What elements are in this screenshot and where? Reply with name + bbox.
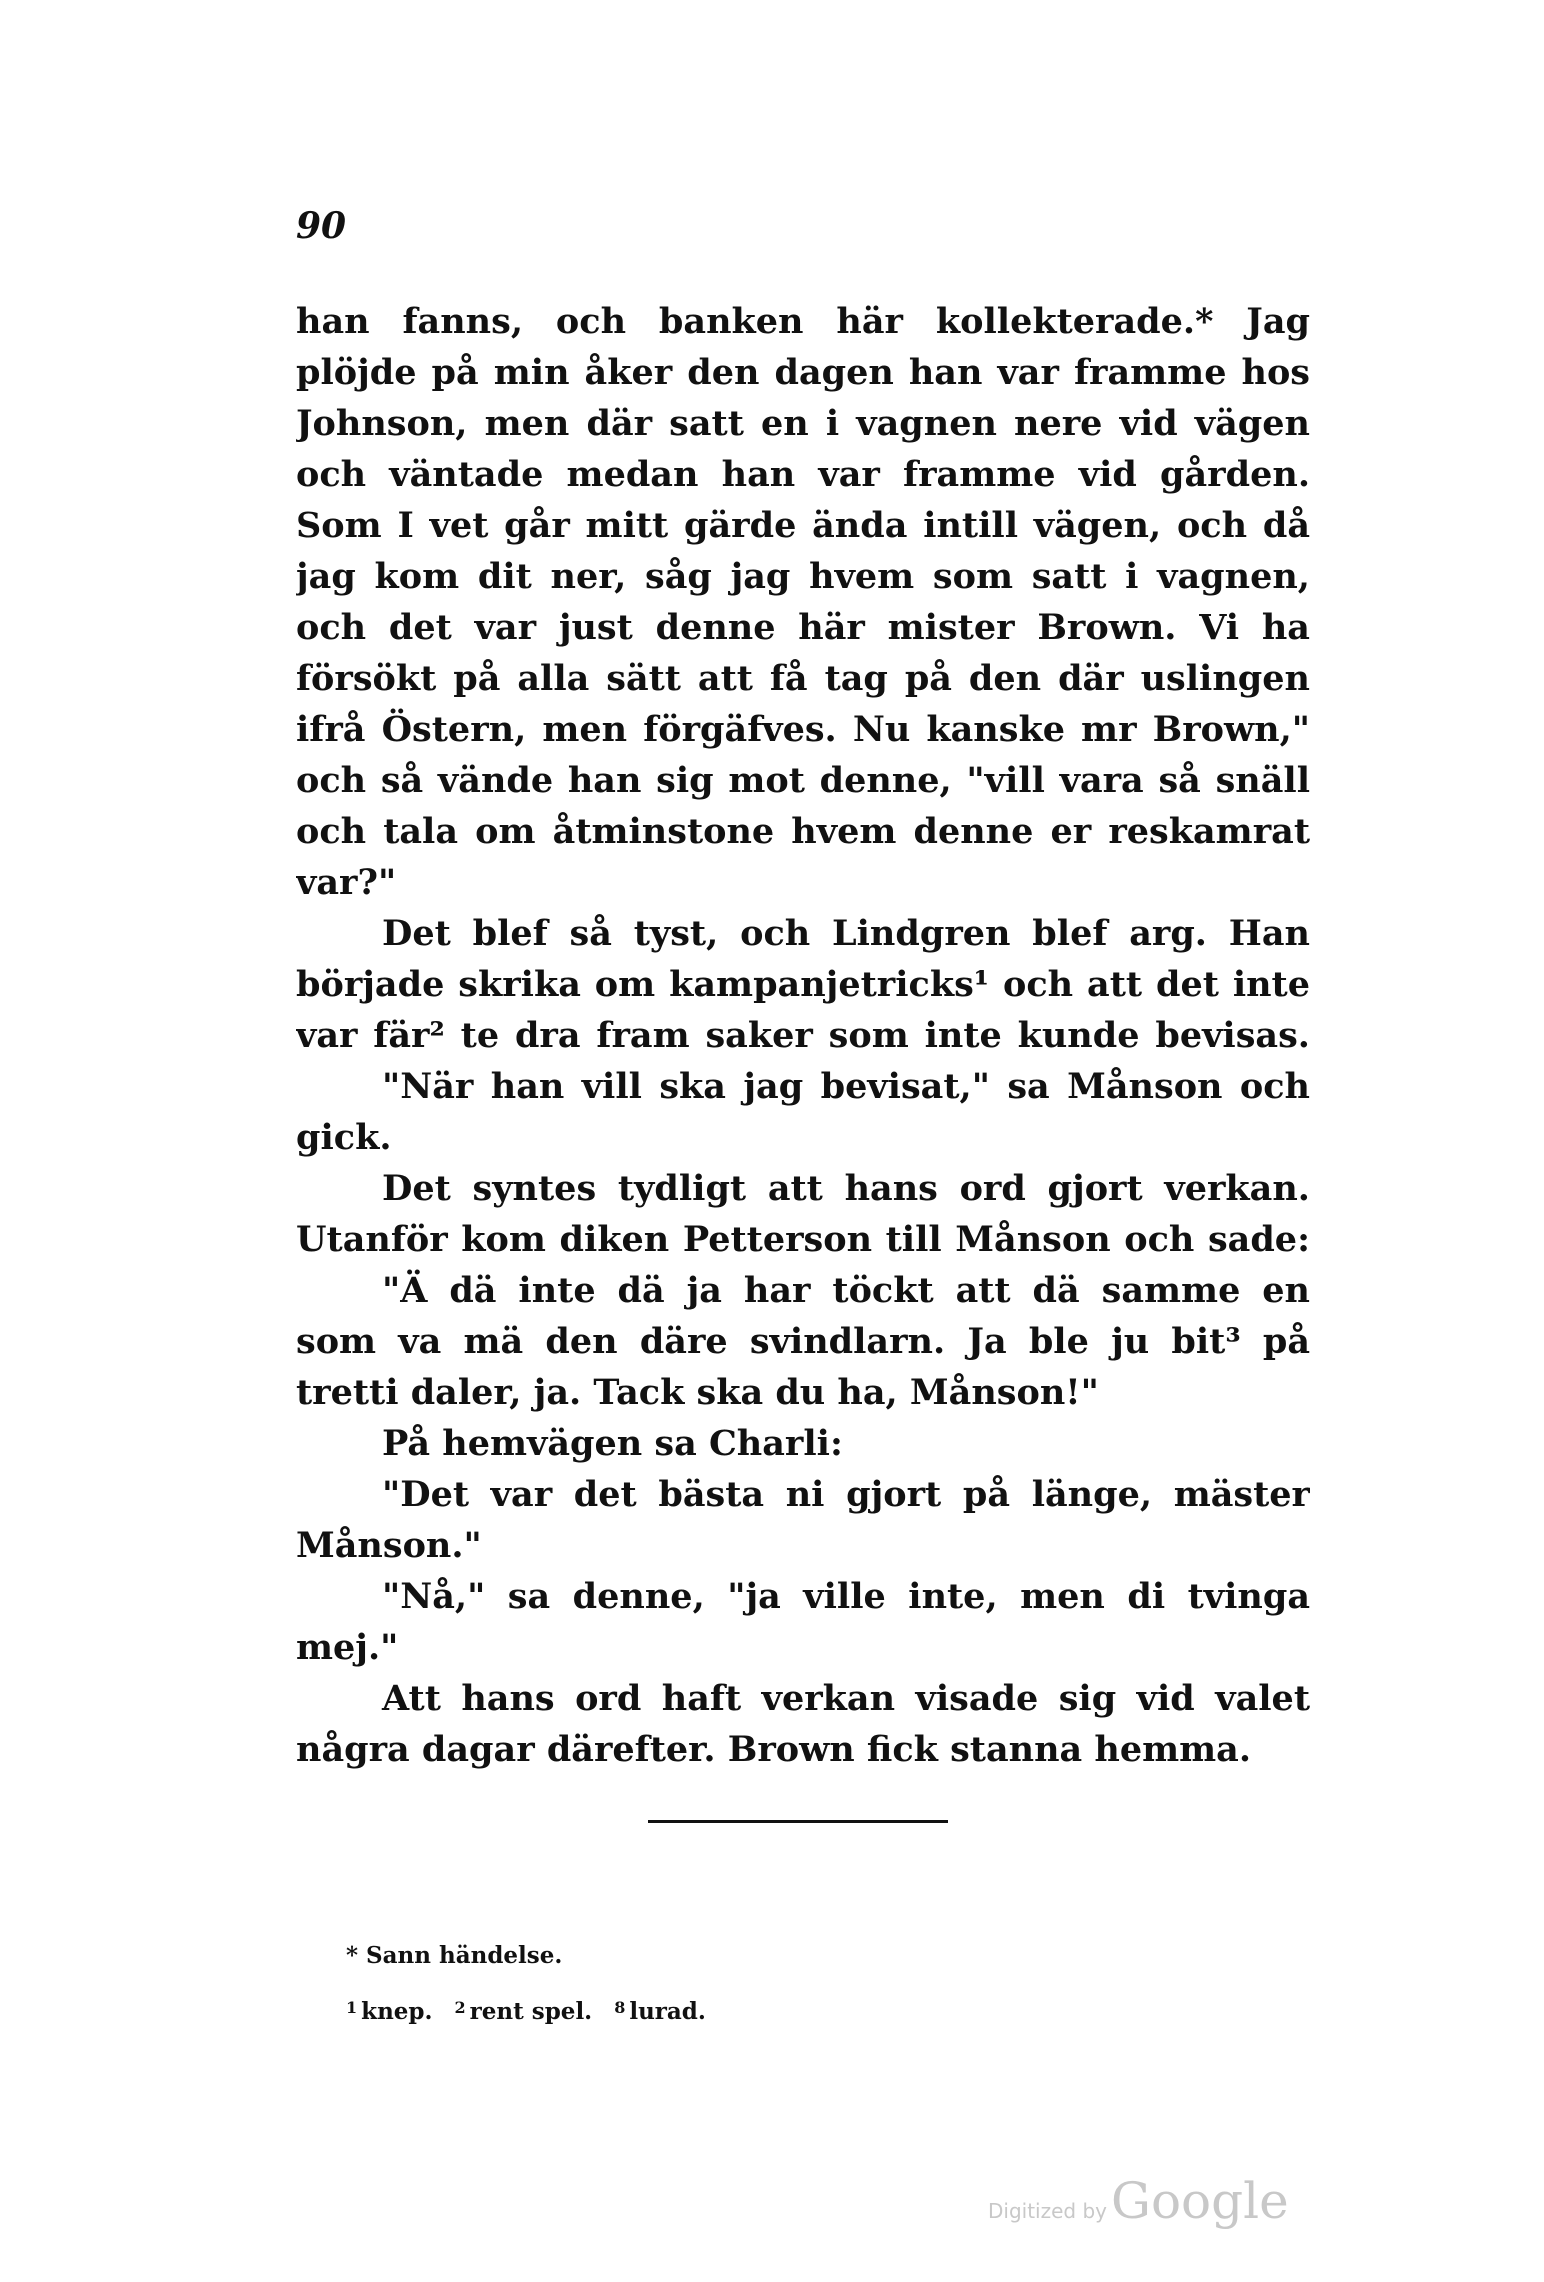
footnote-text: lurad. <box>629 1998 706 2025</box>
footnote-number: 8 <box>614 1998 626 2017</box>
text-line: "När han vill ska jag bevisat," sa Månson och <box>382 1066 1310 1107</box>
digitized-watermark <box>988 2172 1318 2242</box>
text-line: han fanns, och banken här kollekterade.* Jag <box>296 301 1310 342</box>
text-line: "Det var det bästa ni gjort på länge, mäster <box>382 1474 1310 1515</box>
text-line: "Nå," sa denne, "ja ville inte, men di tvinga <box>382 1576 1310 1617</box>
text-line: mej." <box>296 1627 399 1668</box>
text-line: och tala om åtminstone hvem denne er reskamrat <box>296 811 1310 852</box>
text-line: Som I vet går mitt gärde ända intill vägen, och då <box>296 505 1310 546</box>
text-line: jag kom dit ner, såg jag hvem som satt i vagnen, <box>296 556 1310 597</box>
footnotes <box>346 1930 1046 2034</box>
text-line: tretti daler, ja. Tack ska du ha, Månson!" <box>296 1372 1099 1413</box>
footnote-text: knep. <box>361 1998 433 2025</box>
footnote-number: 2 <box>454 1998 466 2017</box>
footnote-number: 1 <box>346 1998 358 2017</box>
text-line: var fär² te dra fram saker som inte kunde bevisas. <box>296 1015 1310 1056</box>
footnote-star: * Sann händelse. <box>346 1942 563 1969</box>
text-line: "Ä dä inte dä ja har töckt att dä samme en <box>382 1270 1310 1311</box>
text-line: Utanför kom diken Petterson till Månson och sade: <box>296 1219 1310 1260</box>
text-line: började skrika om kampanjetricks¹ och att det inte <box>296 964 1310 1005</box>
google-logo: Google <box>1111 2172 1289 2230</box>
text-line: Månson." <box>296 1525 482 1566</box>
text-line: och det var just denne här mister Brown. Vi ha <box>296 607 1310 648</box>
watermark-prefix: Digitized by <box>988 2199 1107 2223</box>
text-line: gick. <box>296 1117 392 1158</box>
footnote-numbered <box>346 1982 1046 2034</box>
section-divider <box>648 1820 948 1823</box>
text-line: plöjde på min åker den dagen han var framme hos <box>296 352 1310 393</box>
text-line: På hemvägen sa Charli: <box>382 1423 843 1464</box>
text-line: Det blef så tyst, och Lindgren blef arg. Han <box>382 913 1310 954</box>
body-text <box>296 296 1310 1775</box>
text-line: var?" <box>296 862 397 903</box>
text-line: några dagar därefter. Brown fick stanna hemma. <box>296 1729 1252 1770</box>
text-line: ifrå Östern, men förgäfves. Nu kanske mr Brown," <box>296 709 1310 750</box>
text-line: Det syntes tydligt att hans ord gjort verkan. <box>382 1168 1310 1209</box>
text-line: Johnson, men där satt en i vagnen nere vid vägen <box>296 403 1310 444</box>
text-line: och så vände han sig mot denne, "vill vara så snäll <box>296 760 1310 801</box>
text-line: och väntade medan han var framme vid gården. <box>296 454 1310 495</box>
text-line: försökt på alla sätt att få tag på den där uslingen <box>296 658 1310 699</box>
page-number: 90 <box>296 205 347 247</box>
text-line: Att hans ord haft verkan visade sig vid valet <box>382 1678 1310 1719</box>
footnote-text: rent spel. <box>469 1998 593 2025</box>
text-line: som va mä den däre svindlarn. Ja ble ju bit³ på <box>296 1321 1310 1362</box>
